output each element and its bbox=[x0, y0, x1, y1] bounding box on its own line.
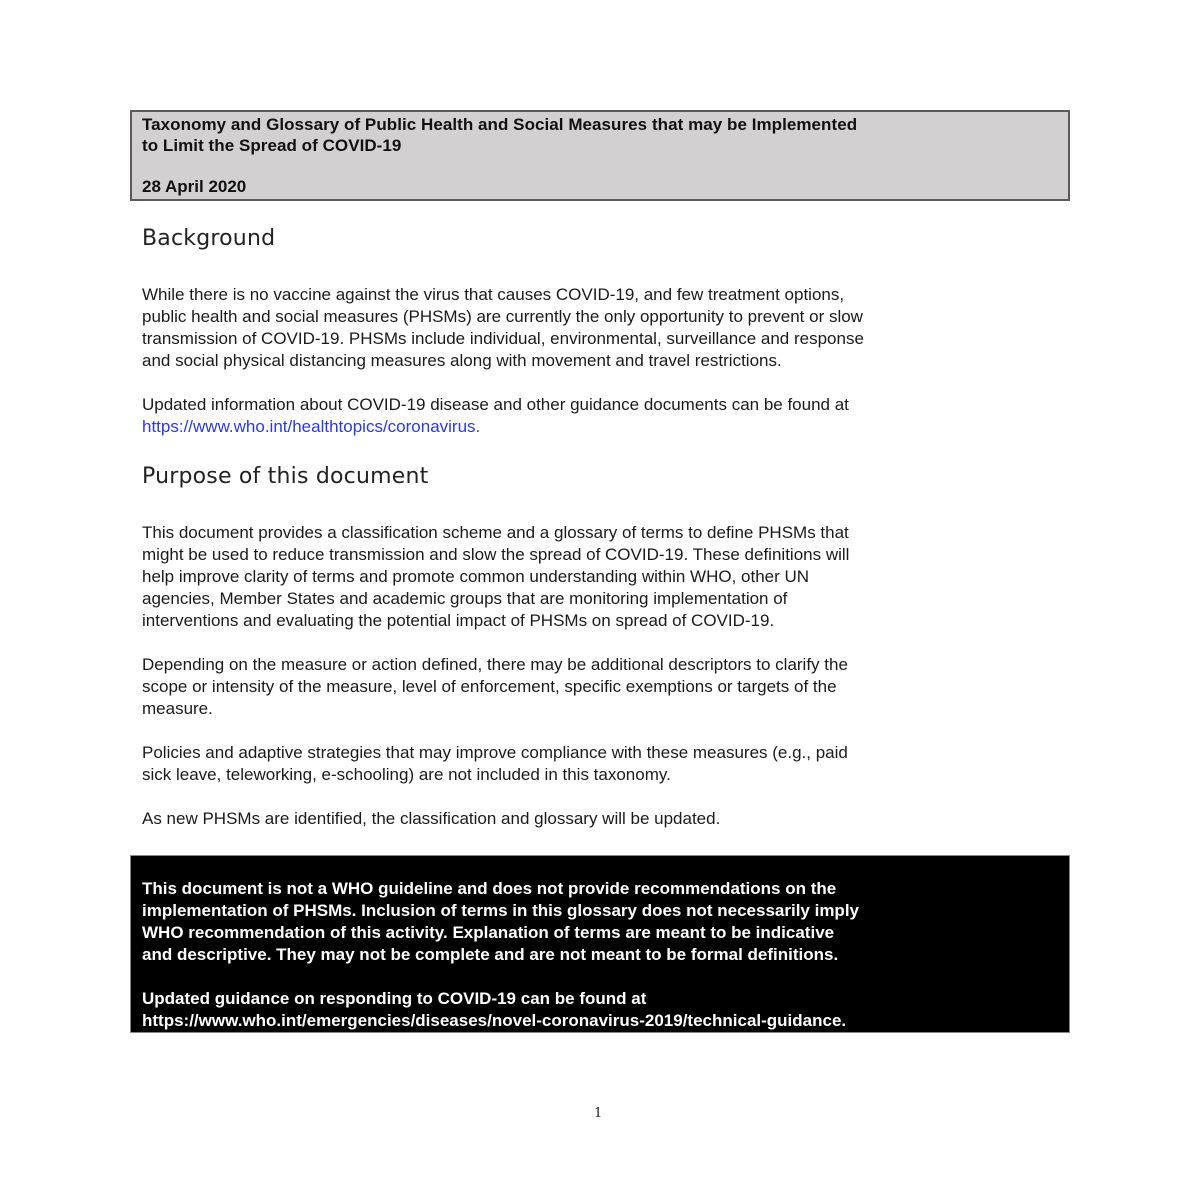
document-date: 28 April 2020 bbox=[142, 177, 247, 196]
purpose-paragraph-1 bbox=[142, 522, 1072, 632]
disclaimer-line: This document is not a WHO guideline and does not provide recommendations on the bbox=[142, 879, 837, 898]
text-line: Policies and adaptive strategies that may improve compliance with these measures (e.g., paid bbox=[142, 743, 848, 762]
text-line: scope or intensity of the measure, level of enforcement, specific exemptions or targets of the bbox=[142, 677, 837, 696]
text-line: sick leave, teleworking, e-schooling) are not included in this taxonomy. bbox=[142, 765, 671, 784]
document-title-line: to Limit the Spread of COVID-19 bbox=[142, 136, 402, 155]
background-paragraph-2 bbox=[142, 394, 1072, 438]
spacer bbox=[142, 966, 1058, 988]
coronavirus-health-topics-link[interactable]: https://www.who.int/healthtopics/coronavirus. bbox=[142, 417, 481, 436]
text-line: Depending on the measure or action defined, there may be additional descriptors to clarify the bbox=[142, 655, 848, 674]
purpose-paragraph-2 bbox=[142, 654, 1072, 720]
text-line: This document provides a classification scheme and a glossary of terms to define PHSMs that bbox=[142, 523, 849, 542]
disclaimer-line: and descriptive. They may not be complete and are not meant to be formal definitions. bbox=[142, 945, 839, 964]
document-title bbox=[142, 114, 1058, 156]
title-box bbox=[130, 110, 1070, 201]
disclaimer-notice-box bbox=[130, 855, 1070, 1033]
text-line: As new PHSMs are identified, the classification and glossary will be updated. bbox=[142, 809, 721, 828]
text-line: agencies, Member States and academic groups that are monitoring implementation of bbox=[142, 589, 788, 608]
text-line: and social physical distancing measures along with movement and travel restrictions. bbox=[142, 351, 782, 370]
technical-guidance-link[interactable]: https://www.who.int/emergencies/diseases/novel-coronavirus-2019/technical-guidance. bbox=[142, 1011, 847, 1030]
section-heading-background: Background bbox=[142, 226, 276, 251]
purpose-paragraph-4 bbox=[142, 808, 1072, 830]
background-paragraph-1 bbox=[142, 284, 1072, 372]
guidance-line: Updated guidance on responding to COVID-19 can be found at bbox=[142, 989, 647, 1008]
page-number: 1 bbox=[594, 1106, 603, 1121]
disclaimer-line: WHO recommendation of this activity. Explanation of terms are meant to be indicative bbox=[142, 923, 835, 942]
section-heading-purpose: Purpose of this document bbox=[142, 464, 429, 489]
text-line: Updated information about COVID-19 disease and other guidance documents can be found at bbox=[142, 395, 849, 414]
text-line: measure. bbox=[142, 699, 213, 718]
text-line: might be used to reduce transmission and slow the spread of COVID-19. These definitions will bbox=[142, 545, 850, 564]
text-line: interventions and evaluating the potential impact of PHSMs on spread of COVID-19. bbox=[142, 611, 775, 630]
disclaimer-line: implementation of PHSMs. Inclusion of terms in this glossary does not necessarily imply bbox=[142, 901, 859, 920]
purpose-paragraph-3 bbox=[142, 742, 1072, 786]
text-line: public health and social measures (PHSMs) are currently the only opportunity to prevent or slow bbox=[142, 307, 863, 326]
text-line: While there is no vaccine against the virus that causes COVID-19, and few treatment options, bbox=[142, 285, 845, 304]
document-title-line: Taxonomy and Glossary of Public Health and Social Measures that may be Implemented bbox=[142, 115, 858, 134]
text-line: transmission of COVID-19. PHSMs include individual, environmental, surveillance and response bbox=[142, 329, 864, 348]
text-line: help improve clarity of terms and promote common understanding within WHO, other UN bbox=[142, 567, 810, 586]
